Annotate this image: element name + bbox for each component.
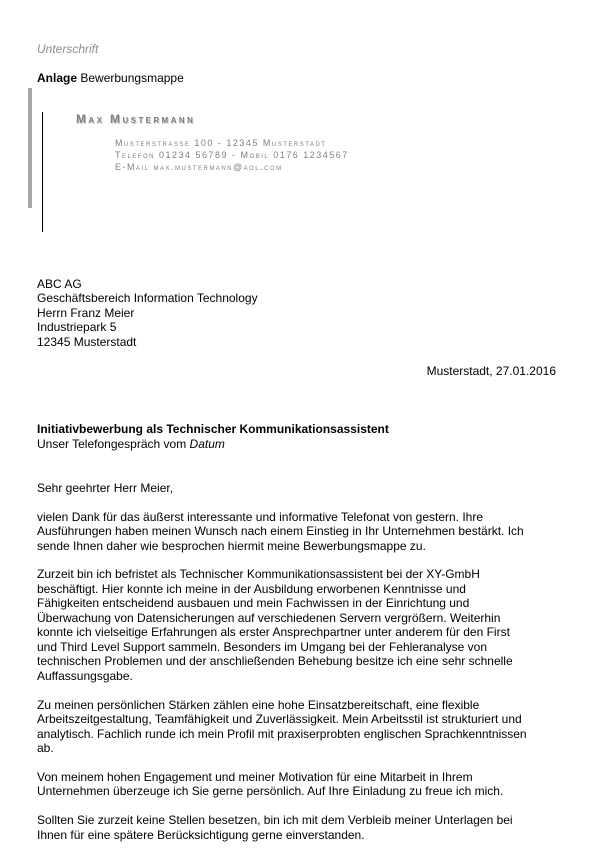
signature-label: Unterschrift bbox=[37, 42, 99, 56]
place-date: Musterstadt, 27.01.2016 bbox=[426, 364, 556, 378]
recipient-city: 12345 Musterstadt bbox=[37, 335, 137, 349]
recipient-company: ABC AG bbox=[37, 277, 82, 291]
subject-reference-date: Datum bbox=[189, 437, 225, 451]
body-line: Auffassungsgabe. bbox=[37, 669, 133, 683]
body-line: Fähigkeiten entscheidend ausbauen und mein Fachwissen in der Einrichtung und bbox=[37, 596, 470, 610]
body-line: sende Ihnen daher wie besprochen hiermit meine Bewerbungsmappe zu. bbox=[37, 539, 426, 553]
body-line: Zu meinen persönlichen Stärken zählen eine hohe Einsatzbereitschaft, eine flexible bbox=[37, 698, 480, 712]
body-line: konnte ich vielseitige Erfahrungen als erster Ansprechpartner unter anderem für den First bbox=[37, 625, 510, 639]
body-line: Unternehmen überzeuge ich Sie gerne persönlich. Auf Ihre Einladung zu freue ich mich. bbox=[37, 784, 504, 798]
letterhead-divider-line bbox=[42, 112, 43, 232]
subject-reference bbox=[37, 437, 225, 452]
sender-address: Musterstrasse 100 - 12345 Musterstadt bbox=[115, 138, 327, 148]
body-line: Sollten Sie zurzeit keine Stellen besetzen, bin ich mit dem Verbleib meiner Unterlagen bei bbox=[37, 813, 513, 827]
body-line: ab. bbox=[37, 741, 54, 755]
body-line: Arbeitszeitgestaltung, Teamfähigkeit und Zuverlässigkeit. Mein Arbeitsstil ist strukturiert und bbox=[37, 712, 522, 726]
attachment-label: Anlage bbox=[37, 71, 78, 85]
body-line: Ausführungen haben meinen Wunsch nach einem Einstieg in Ihr Unternehmen bestärkt. Ich bbox=[37, 524, 524, 538]
body-line: Von meinem hohen Engagement und meiner Motivation für eine Mitarbeit in Ihrem bbox=[37, 770, 473, 784]
letterhead-accent-bar bbox=[28, 88, 32, 208]
subject-line: Initiativbewerbung als Technischer Kommunikationsassistent bbox=[37, 422, 389, 436]
body-line: und Third Level Support sammeln. Besonders im Umgang bei der Fehleranalyse von bbox=[37, 640, 488, 654]
subject-reference-prefix: Unser Telefongespräch vom bbox=[37, 437, 187, 451]
body-line: Zurzeit bin ich befristet als Technischer Kommunikationsassistent bei der XY-GmbH bbox=[37, 567, 480, 581]
body-line: Überwachung von Datensicherungen auf verschiedenen Servern vergrößern. Weiterhin bbox=[37, 611, 501, 625]
sender-phone: Telefon 01234 56789 - Mobil 0176 1234567 bbox=[115, 150, 349, 160]
recipient-street: Industriepark 5 bbox=[37, 320, 117, 334]
attachment-value: Bewerbungsmappe bbox=[80, 71, 184, 85]
attachment-line bbox=[37, 71, 184, 85]
body-line: analytisch. Fachlich runde ich mein Profil mit praxiserprobten englischen Sprachkenntnissen bbox=[37, 727, 527, 741]
body-line: vielen Dank für das äußerst interessante und informative Telefonat von gestern. Ihre bbox=[37, 510, 484, 524]
body-line: Ihnen für eine spätere Berücksichtigung gerne einverstanden. bbox=[37, 828, 365, 842]
body-line: beschäftigt. Hier konnte ich meine in der Ausbildung erworbenen Kenntnisse und bbox=[37, 582, 466, 596]
sender-email: E-Mail max.mustermann@aol.com bbox=[115, 162, 283, 172]
recipient-person: Herrn Franz Meier bbox=[37, 306, 135, 320]
sender-name: Max Mustermann bbox=[76, 112, 196, 126]
salutation: Sehr geehrter Herr Meier, bbox=[37, 481, 174, 495]
recipient-department: Geschäftsbereich Information Technology bbox=[37, 291, 258, 305]
body-line: technischen Problemen und der anschließenden Behebung besitze ich eine sehr schnelle bbox=[37, 654, 513, 668]
